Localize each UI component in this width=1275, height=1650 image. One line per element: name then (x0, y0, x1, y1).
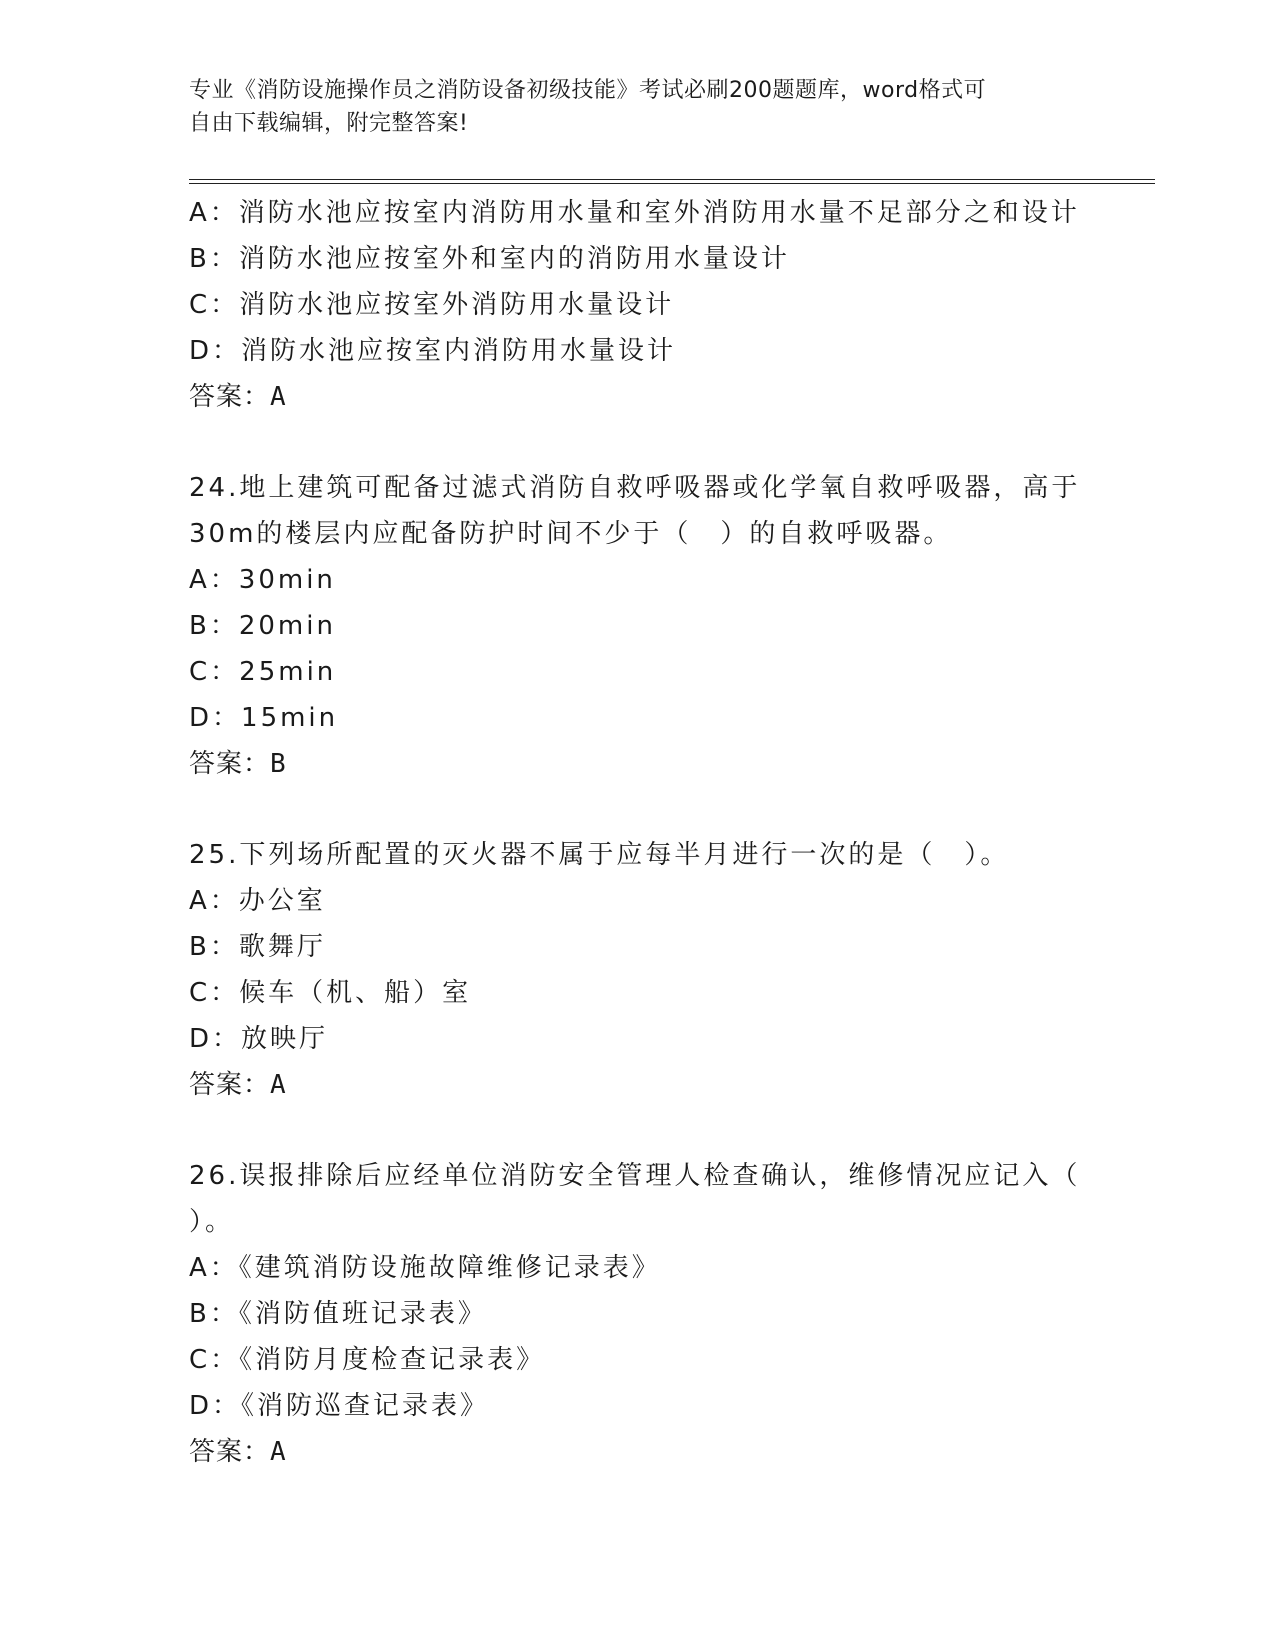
question-stem: 24.地上建筑可配备过滤式消防自救呼吸器或化学氧自救呼吸器，高于 (189, 473, 1081, 503)
question-23-tail (189, 190, 1089, 420)
option-c: C：消防水池应按室外消防用水量设计 (189, 290, 675, 320)
option-c: C：候车（机、船）室 (189, 978, 472, 1008)
header-divider (189, 179, 1155, 184)
question-stem: 25.下列场所配置的灭火器不属于应每半月进行一次的是（ ）。 (189, 840, 1010, 870)
option-d: D：《消防巡查记录表》 (189, 1391, 490, 1421)
question-list (189, 190, 1089, 1475)
header-line-2: 自由下载编辑，附完整答案! (189, 111, 469, 136)
option-d: D：放映厅 (189, 1024, 329, 1054)
question-stem: 26.误报排除后应经单位消防安全管理人检查确认，维修情况应记入（ (189, 1161, 1081, 1191)
option-c: C：25min (189, 657, 337, 687)
option-a: A：消防水池应按室内消防用水量和室外消防用水量不足部分之和设计 (189, 198, 1080, 228)
option-a: A：30min (189, 565, 336, 595)
option-b: B：《消防值班记录表》 (189, 1299, 487, 1329)
answer: 答案：B (189, 749, 287, 779)
answer: 答案：A (189, 382, 287, 412)
option-d: D：消防水池应按室内消防用水量设计 (189, 336, 677, 366)
spacer (189, 1108, 1089, 1153)
question-26 (189, 1153, 1089, 1475)
option-c: C：《消防月度检查记录表》 (189, 1345, 546, 1375)
option-a: A：《建筑消防设施故障维修记录表》 (189, 1253, 661, 1283)
document-header (189, 74, 1089, 140)
option-d: D：15min (189, 703, 339, 733)
answer: 答案：A (189, 1437, 287, 1467)
option-a: A：办公室 (189, 886, 326, 916)
option-b: B：消防水池应按室外和室内的消防用水量设计 (189, 244, 790, 274)
option-b: B：歌舞厅 (189, 932, 326, 962)
spacer (189, 787, 1089, 832)
question-25 (189, 832, 1089, 1108)
question-stem-continued: ）。 (189, 1207, 235, 1237)
spacer (189, 420, 1089, 465)
header-line-1: 专业《消防设施操作员之消防设备初级技能》考试必刷200题题库，word格式可 (189, 78, 987, 103)
question-24 (189, 465, 1089, 787)
question-stem-continued: 30m的楼层内应配备防护时间不少于（ ）的自救呼吸器。 (189, 519, 953, 549)
answer: 答案：A (189, 1070, 287, 1100)
option-b: B：20min (189, 611, 336, 641)
